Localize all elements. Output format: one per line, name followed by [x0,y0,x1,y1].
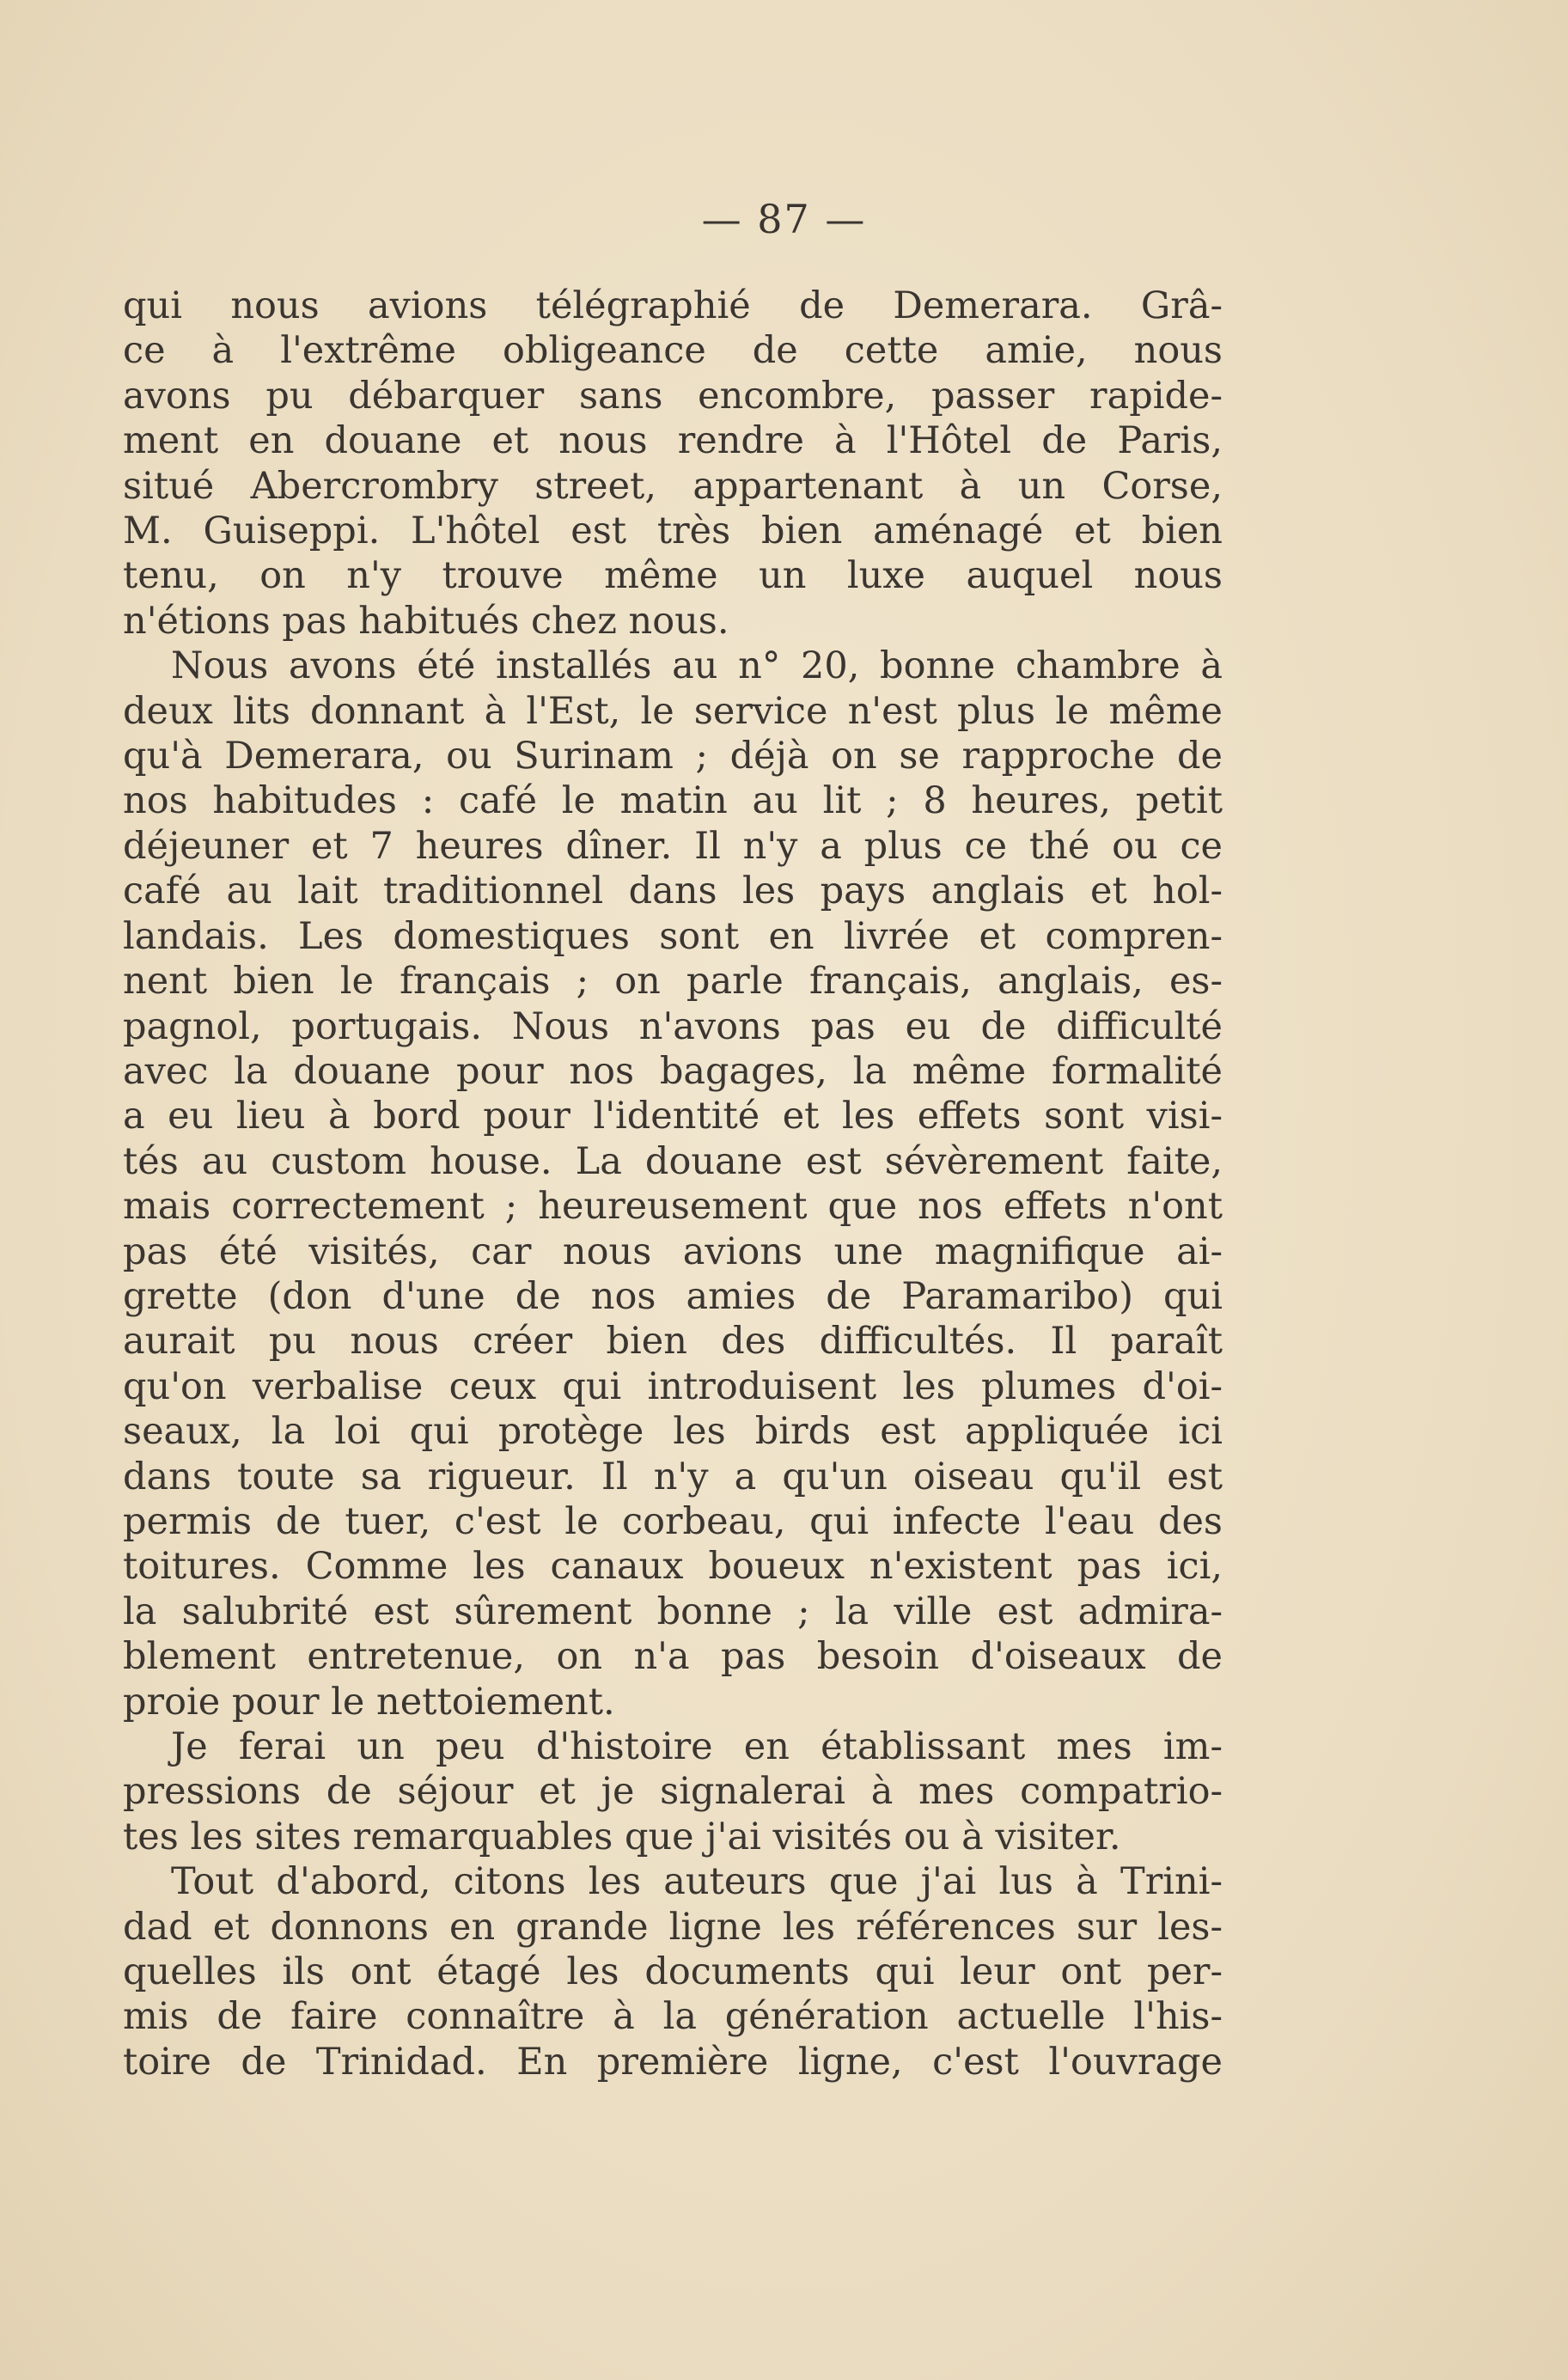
text-line: mais correctement ; heureusement que nos effets n'ont [123,1185,1223,1229]
page-number: — 87 — [701,196,867,242]
text-line: dad et donnons en grande ligne les références sur les- [123,1905,1223,1949]
text-line: pressions de séjour et je signalerai à mes compatrio- [123,1770,1223,1814]
text-line: quelles ils ont étagé les documents qui leur ont per- [123,1950,1223,1994]
text-line: avec la douane pour nos bagages, la même formalité [123,1049,1223,1093]
text-line: proie pour le nettoiement. [123,1680,615,1724]
text-line: pas été visités, car nous avions une magnifique ai- [123,1230,1223,1273]
text-line: pagnol, portugais. Nous n'avons pas eu de difficulté [123,1004,1223,1048]
text-line: permis de tuer, c'est le corbeau, qui infecte l'eau des [123,1499,1223,1543]
text-line: Tout d'abord, citons les auteurs que j'ai lus à Trini- [171,1860,1223,1904]
text-line: Je ferai un peu d'histoire en établissant mes im- [171,1725,1223,1768]
text-line: situé Abercrombry street, appartenant à un Corse, [123,464,1223,508]
text-line: nos habitudes : café le matin au lit ; 8 heures, petit [123,779,1223,823]
text-line: a eu lieu à bord pour l'identité et les effets sont visi- [123,1095,1223,1138]
paragraph-1 [123,284,1223,644]
text-line: avons pu débarquer sans encombre, passer rapide- [123,374,1223,418]
paragraph-2 [123,644,1223,1724]
text-line: mis de faire connaître à la génération actuelle l'his- [123,1995,1223,2039]
text-line: seaux, la loi qui protège les birds est appliquée ici [123,1410,1223,1454]
text-line: landais. Les domestiques sont en livrée et compren- [123,914,1223,958]
text-line: déjeuner et 7 heures dîner. Il n'y a plus ce thé ou ce [123,824,1223,868]
paragraph-4 [123,1859,1223,2084]
text-line: qui nous avions télégraphié de Demerara. Grâ- [123,284,1223,327]
text-line: toitures. Comme les canaux boueux n'existent pas ici, [123,1545,1223,1589]
text-line: la salubrité est sûrement bonne ; la ville est admira- [123,1590,1223,1633]
text-line: tes les sites remarquables que j'ai visités ou à visiter. [123,1815,1121,1858]
text-line: deux lits donnant à l'Est, le service n'est plus le même [123,689,1223,733]
text-line: toire de Trinidad. En première ligne, c'est l'ouvrage [123,2040,1223,2084]
text-line: nent bien le français ; on parle français, anglais, es- [123,960,1223,1004]
body-text [123,284,1223,2084]
text-line: qu'on verbalise ceux qui introduisent les plumes d'oi- [123,1364,1223,1408]
text-line: ment en douane et nous rendre à l'Hôtel de Paris, [123,419,1223,463]
paragraph-3 [123,1724,1223,1859]
text-line: aurait pu nous créer bien des difficultés. Il paraît [123,1320,1223,1364]
text-line: grette (don d'une de nos amies de Paramaribo) qui [123,1274,1223,1318]
text-line: dans toute sa rigueur. Il n'y a qu'un oiseau qu'il est [123,1455,1223,1498]
text-line: tés au custom house. La douane est sévèrement faite, [123,1139,1223,1183]
text-line: n'étions pas habitués chez nous. [123,599,729,643]
text-line: café au lait traditionnel dans les pays anglais et hol- [123,870,1223,913]
text-line: ce à l'extrême obligeance de cette amie, nous [123,329,1223,373]
text-line: blement entretenue, on n'a pas besoin d'oiseaux de [123,1635,1223,1679]
text-line: Nous avons été installés au n° 20, bonne chambre à [171,644,1223,688]
text-line: M. Guiseppi. L'hôtel est très bien aménagé et bien [123,510,1223,553]
text-line: tenu, on n'y trouve même un luxe auquel nous [123,554,1223,598]
text-line: qu'à Demerara, ou Surinam ; déjà on se rapproche de [123,735,1223,778]
